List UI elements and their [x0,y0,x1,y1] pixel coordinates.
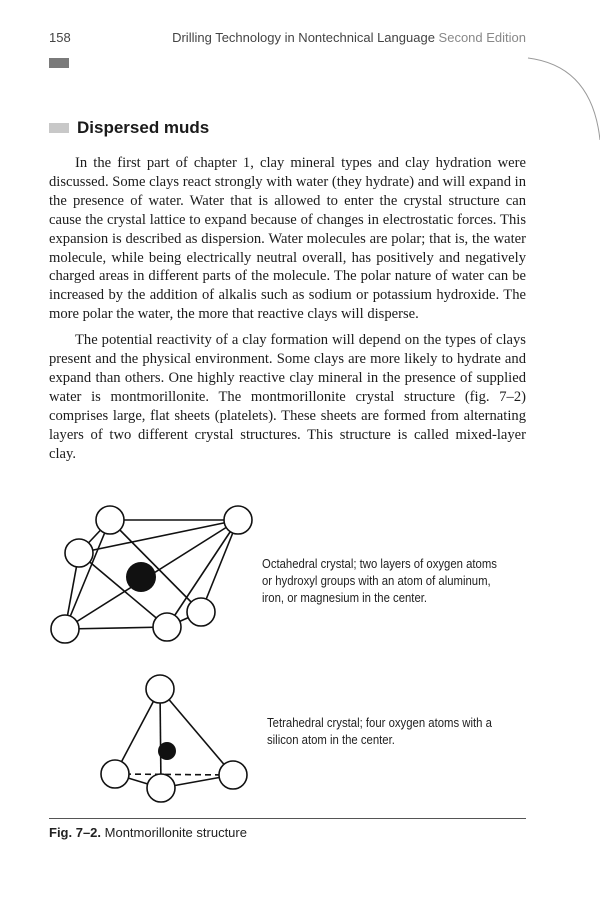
section-heading [49,117,209,139]
running-header [49,30,526,50]
figure-caption-text: Montmorillonite structure [101,825,247,840]
oxygen-atom [101,760,129,788]
octahedral-caption: Octahedral crystal; two layers of oxygen atoms or hydroxyl groups with an atom of aluminum, iron, or magnesium in the center. [262,557,497,605]
montmorillonite-figure [0,490,600,810]
paragraph-2: The potential reactivity of a clay formation will depend on the types of clays present and the physical environment. Some clays are more likely to hydrate and expand than others. One highly reactive clay mineral in the presence of supplied water is montmorillonite. The montmorillonite crystal structure (fig. 7–2) comprises large, flat sheets (platelets). These sheets are formed from alternating layers of two different crystal structures. This structure is called mixed-layer clay. [49,332,526,462]
running-title [172,30,526,45]
oxygen-atom [187,598,215,626]
figure-caption [49,825,247,840]
oxygen-atom [51,615,79,643]
oxygen-atom [65,539,93,567]
figure-label: Fig. 7–2. [49,825,102,840]
oxygen-atom [153,613,181,641]
paragraph-1: In the first part of chapter 1, clay mineral types and clay hydration were discussed. Some clays react strongly with water (they hydrate) and will expand in the presence of water. Water that is allowed to enter the crystal structure can cause the crystal lattice to expand because of changes in electrostatic forces. This expansion is described as dispersion. Water molecules are polar; that is, the water molecule, while being electrically neutral overall, has positively and negatively charged areas in different parts of the molecule. The polar nature of water can be increased by the addition of alkalis such as sodium or potassium hydroxide. The more polar the water, the more that reactive clays will disperse. [49,155,527,323]
tetrahedral-diagram [115,689,233,788]
octahedral-center-atom [126,562,156,592]
oxygen-atom [146,675,174,703]
book-title: Drilling Technology in Nontechnical Language [172,30,435,45]
header-marker [49,58,69,68]
oxygen-atom [147,774,175,802]
section-marker [49,123,69,133]
tetrahedral-caption: Tetrahedral crystal; four oxygen atoms with a silicon atom in the center. [267,716,492,747]
oxygen-atom [96,506,124,534]
page-number: 158 [49,30,71,45]
tetrahedral-atoms [101,675,247,802]
oxygen-atom [224,506,252,534]
oxygen-atom [219,761,247,789]
body-text [49,154,526,471]
edition-label: Second Edition [438,30,526,45]
section-title: Dispersed muds [77,118,210,137]
figure-rule [49,818,526,819]
silicon-center-atom [158,742,176,760]
